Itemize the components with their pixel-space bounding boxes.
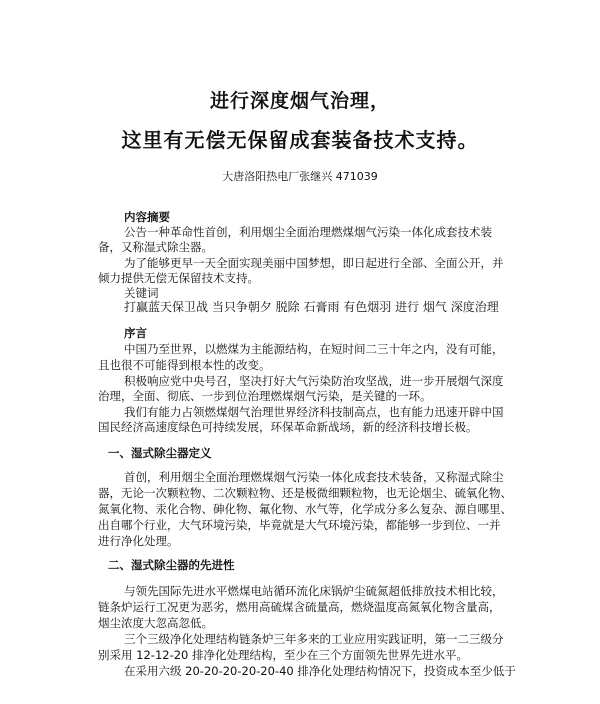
abstract-line: 倾力提供无偿无保留技术支持。 — [98, 271, 259, 285]
title-line-2: 这里有无偿无保留成套装备技术支持。 — [121, 128, 479, 152]
section1-line: 器，无论一次颗粒物、二次颗粒物、还是极微细颗粒物，也无论烟尘、硫氧化物、 — [98, 486, 512, 500]
keywords-text: 打赢蓝天保卫战 当只争朝夕 脱除 石膏雨 有色烟羽 进行 烟气 深度治理 — [124, 300, 499, 314]
keywords-heading: 关键词 — [124, 286, 159, 300]
abstract-line: 备，又称湿式除尘器。 — [98, 240, 213, 254]
preface-heading: 序言 — [124, 326, 147, 340]
section1-heading: 一、湿式除尘器定义 — [108, 446, 212, 460]
section2-line: 三个三级净化处理结构链条炉三年多来的工业应用实践证明，第一二三级分 — [124, 632, 504, 646]
section1-line: 首创，利用烟尘全面治理燃煤烟气污染一体化成套技术装备，又称湿式除尘 — [124, 470, 504, 484]
preface-line: 国民经济高速度绿色可持续发展，环保革命新战场，新的经济科技增长极。 — [98, 420, 478, 434]
section1-line: 进行净化处理。 — [98, 534, 179, 548]
preface-line: 中国乃至世界，以燃煤为主能源结构，在短时间二三十年之内，没有可能， — [124, 342, 504, 356]
preface-line: 我们有能力占领燃煤烟气治理世界经济科技制高点，也有能力迅速开辟中国 — [124, 405, 504, 419]
preface-line: 积极响应党中央号召，坚决打好大气污染防治攻坚战，进一步开展烟气深度 — [124, 374, 504, 388]
section1-line: 氮氧化物、汞化合物、砷化物、氟化物、水气等，化学成分多么复杂、源自哪里、 — [98, 502, 512, 516]
section2-line: 链条炉运行工况更为恶劣，燃用高硫煤含硫量高，燃烧温度高氮氧化物含量高， — [98, 600, 501, 614]
section2-line: 别采用 12-12-20 排净化处理结构，至少在三个方面领先世界先进水平。 — [98, 648, 469, 662]
abstract-line: 公告一种革命性首创，利用烟尘全面治理燃煤烟气污染一体化成套技术装 — [124, 225, 492, 239]
section2-line: 与领先国际先进水平燃煤电站循环流化床锅炉尘硫氮超低排放技术相比较， — [124, 584, 504, 598]
author-line: 大唐洛阳热电厂张继兴 471039 — [222, 170, 378, 183]
section2-line: 在采用六级 20-20-20-20-20-40 排净化处理结构情况下，投资成本至少低于 — [124, 664, 516, 678]
section2-line: 烟尘浓度大忽高忽低。 — [98, 616, 213, 630]
abstract-heading: 内容摘要 — [124, 210, 170, 224]
section1-line: 出自哪个行业，大气环境污染，毕竟就是大气环境污染，都能够一步到位、一并 — [98, 518, 501, 532]
preface-line: 且也很不可能得到根本性的改变。 — [98, 358, 271, 372]
title-line-1: 进行深度烟气治理， — [209, 90, 390, 112]
abstract-line: 为了能够更早一天全面实现美丽中国梦想，即日起进行全部、全面公开，并 — [124, 256, 504, 270]
section2-heading: 二、湿式除尘器的先进性 — [108, 558, 235, 572]
preface-line: 治理，全面、彻底、一步到位治理燃煤烟气污染，是关键的一环。 — [98, 389, 432, 403]
